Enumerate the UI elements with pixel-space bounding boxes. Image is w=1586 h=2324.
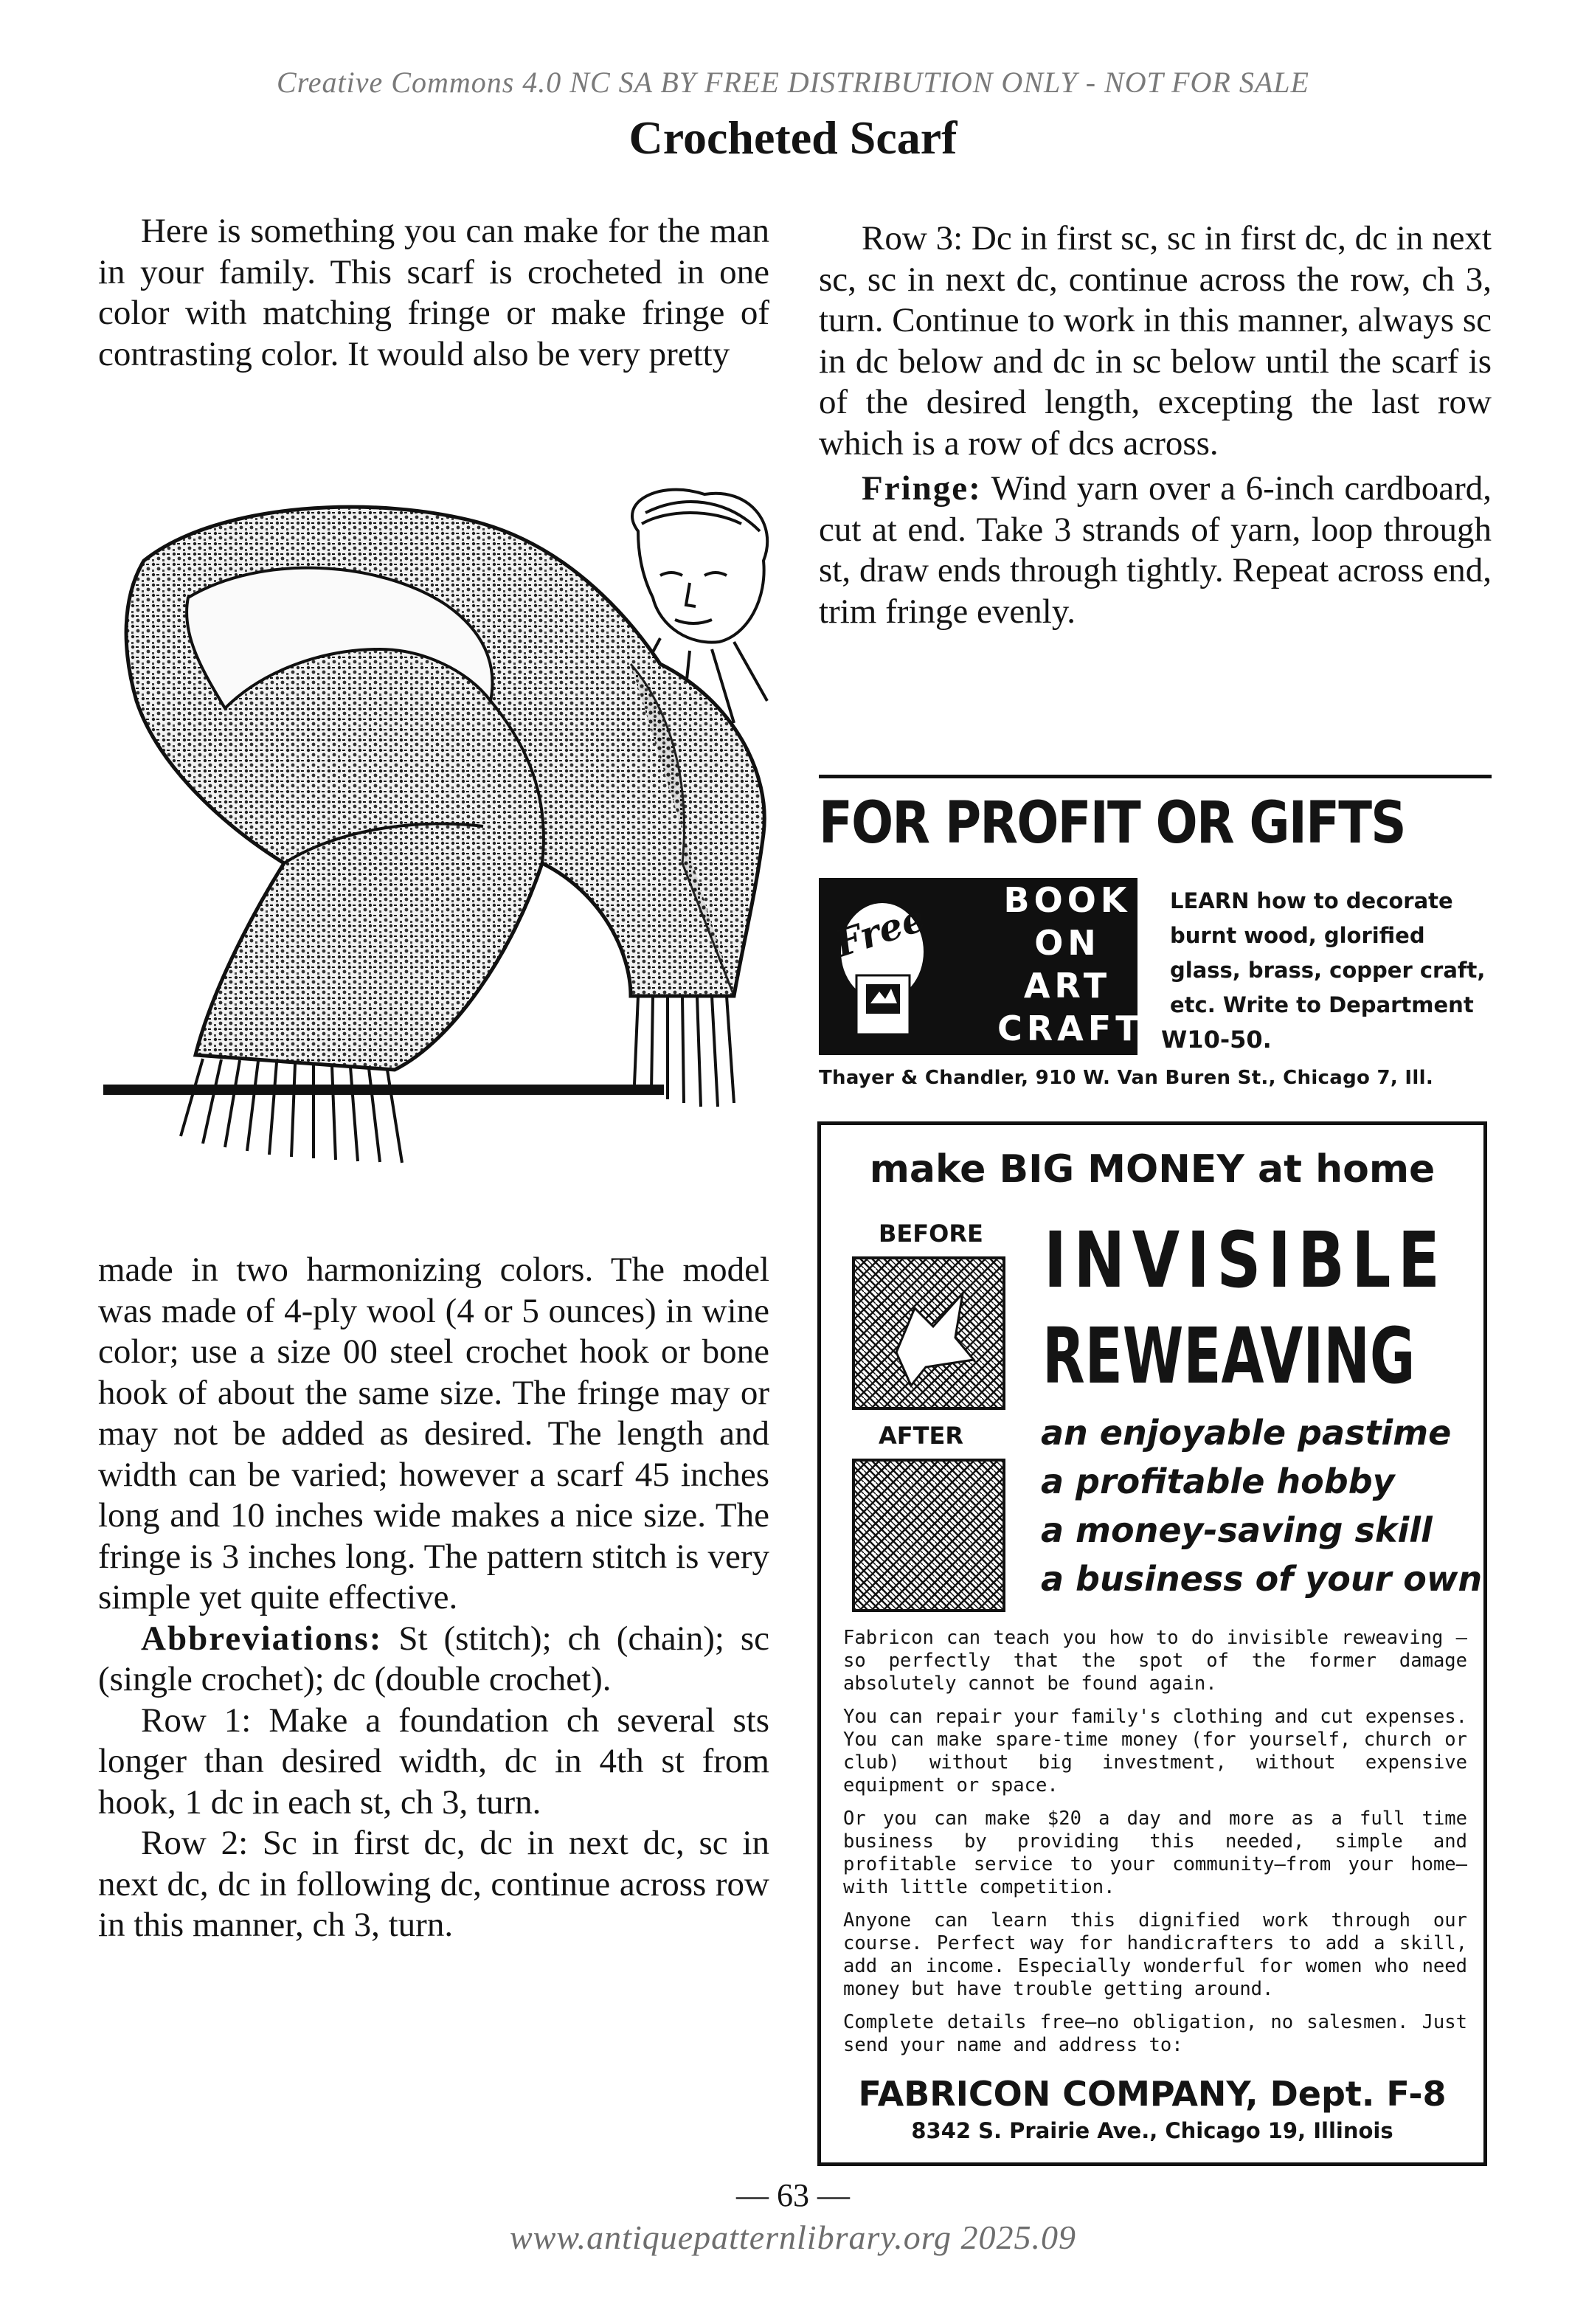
row3-paragraph: Row 3: Dc in first sc, sc in first dc, dc in next sc, sc in next dc, continue across the row, ch 3, turn. Continue to work in this manner, always sc in dc below and dc in sc below until the scarf is of the desired length, excepting the last row which is a row of dcs across. [819, 219, 1492, 463]
learn-line: burnt wood, glorified [1170, 923, 1425, 948]
body-paragraph: You can repair your family's clothing and cut expenses. You can make spare-time money (for yourself, church or club) without big investment, without expensive equipment or space. [843, 1706, 1467, 1796]
license-header: Creative Commons 4.0 NC SA BY FREE DISTRIBUTION ONLY - NOT FOR SALE [277, 66, 1309, 99]
ad-body-text [843, 1627, 1467, 2067]
table-line [103, 1085, 664, 1095]
learn-line: etc. Write to Department [1170, 992, 1474, 1017]
page-number: — 63 — [736, 2177, 850, 2213]
book-word-4: CRAFT [997, 1009, 1143, 1048]
abbreviations-label: Abbreviations: [141, 1619, 383, 1658]
scarf-illustration [100, 480, 778, 1247]
ad-top-rule [819, 775, 1492, 778]
learn-line: glass, brass, copper craft, [1170, 958, 1486, 983]
body-paragraph: Anyone can learn this dignified work through our course. Perfect way for handicrafters to add a skill, add an income. Especially wonderful for women who need money but have trouble getting around. [843, 1909, 1467, 2000]
reweaving-headline: REWEAVING [1042, 1311, 1416, 1401]
fringe-text: Wind yarn over a 6-inch cardboard, cut at end. Take 3 strands of yarn, loop through st, draw ends through tightly. Repeat across end, trim fringe evenly. [819, 469, 1492, 631]
invisible-headline: INVISIBLE [1044, 1215, 1447, 1305]
fringe-paragraph [819, 468, 1492, 632]
scarf-fringe-left [181, 1059, 402, 1163]
row1-paragraph: Row 1: Make a foundation ch several sts longer than desired width, dc in 4th st from hook, 1 dc in each st, ch 3, turn. [98, 1701, 769, 1822]
fabricon-ad [817, 1121, 1487, 2166]
ad-headline: FOR PROFIT OR GIFTS [819, 790, 1405, 857]
benefit-1: an enjoyable pastime [1041, 1413, 1452, 1453]
learn-text [1161, 884, 1492, 1057]
row2-paragraph: Row 2: Sc in first dc, dc in next dc, sc in next dc, dc in following dc, continue across row in this manner, ch 3, turn. [98, 1824, 769, 1944]
ad-tagline: make BIG MONEY at home [869, 1147, 1436, 1192]
before-swatch-image [852, 1256, 1005, 1410]
article-title: Crocheted Scarf [628, 111, 958, 164]
abbreviations-paragraph [98, 1619, 769, 1701]
body-paragraph: Or you can make $20 a day and more as a full time business by providing this needed, simple and profitable service to your community—from your home—with little competition. [843, 1808, 1467, 1898]
body-paragraph: Complete details free—no obligation, no salesmen. Just send your name and address to: [843, 2011, 1467, 2056]
after-swatch-image [852, 1459, 1005, 1612]
book-word-2: ON [1034, 923, 1101, 963]
learn-line: W10-50. [1161, 1026, 1272, 1054]
book-word-3: ART [1023, 966, 1112, 1006]
fringe-label: Fringe: [862, 469, 982, 508]
website-footer: www.antiquepatternlibrary.org 2025.09 [510, 2218, 1076, 2256]
benefit-4: a business of your own [1041, 1559, 1483, 1599]
free-book-box [819, 878, 1143, 1055]
company-name: FABRICON COMPANY, Dept. F-8 [858, 2074, 1447, 2114]
company-address: 8342 S. Prairie Ave., Chicago 19, Illinois [911, 2118, 1393, 2143]
right-column [819, 218, 1492, 632]
art-craft-ad [819, 775, 1492, 1099]
body-paragraph: Fabricon can teach you how to do invisible reweaving —so perfectly that the spot of the former damage absolutely cannot be found again. [843, 1627, 1467, 1695]
after-label: AFTER [879, 1422, 963, 1450]
continued-paragraph: made in two harmonizing colors. The model was made of 4-ply wool (4 or 5 ounces) in wine color; use a size 00 steel crochet hook or bone hook of about the same size. The fringe may or may not be added as desired. The length and width can be varied; however a scarf 45 inches long and 10 inches wide makes a nice size. The fringe is 3 inches long. The pattern stitch is very simple yet quite effective. [98, 1251, 769, 1616]
learn-line: LEARN how to decorate [1170, 888, 1453, 913]
ad-address: Thayer & Chandler, 910 W. Van Buren St., Chicago 7, Ill. [819, 1067, 1434, 1089]
intro-paragraph [98, 211, 769, 375]
benefit-3: a money-saving skill [1041, 1510, 1433, 1550]
before-label: BEFORE [879, 1220, 983, 1248]
free-word: Free [829, 896, 931, 966]
abbreviations-text: St (stitch); ch (chain); sc (single crochet); dc (double crochet). [98, 1619, 769, 1698]
left-column-continued [98, 1250, 769, 1946]
intro-text: Here is something you can make for the man in your family. This scarf is crocheted in one color with matching fringe or make fringe of contrasting color. It would also be very pretty [98, 212, 769, 373]
benefit-2: a profitable hobby [1041, 1462, 1395, 1501]
book-word-1: BOOK [1003, 880, 1132, 920]
